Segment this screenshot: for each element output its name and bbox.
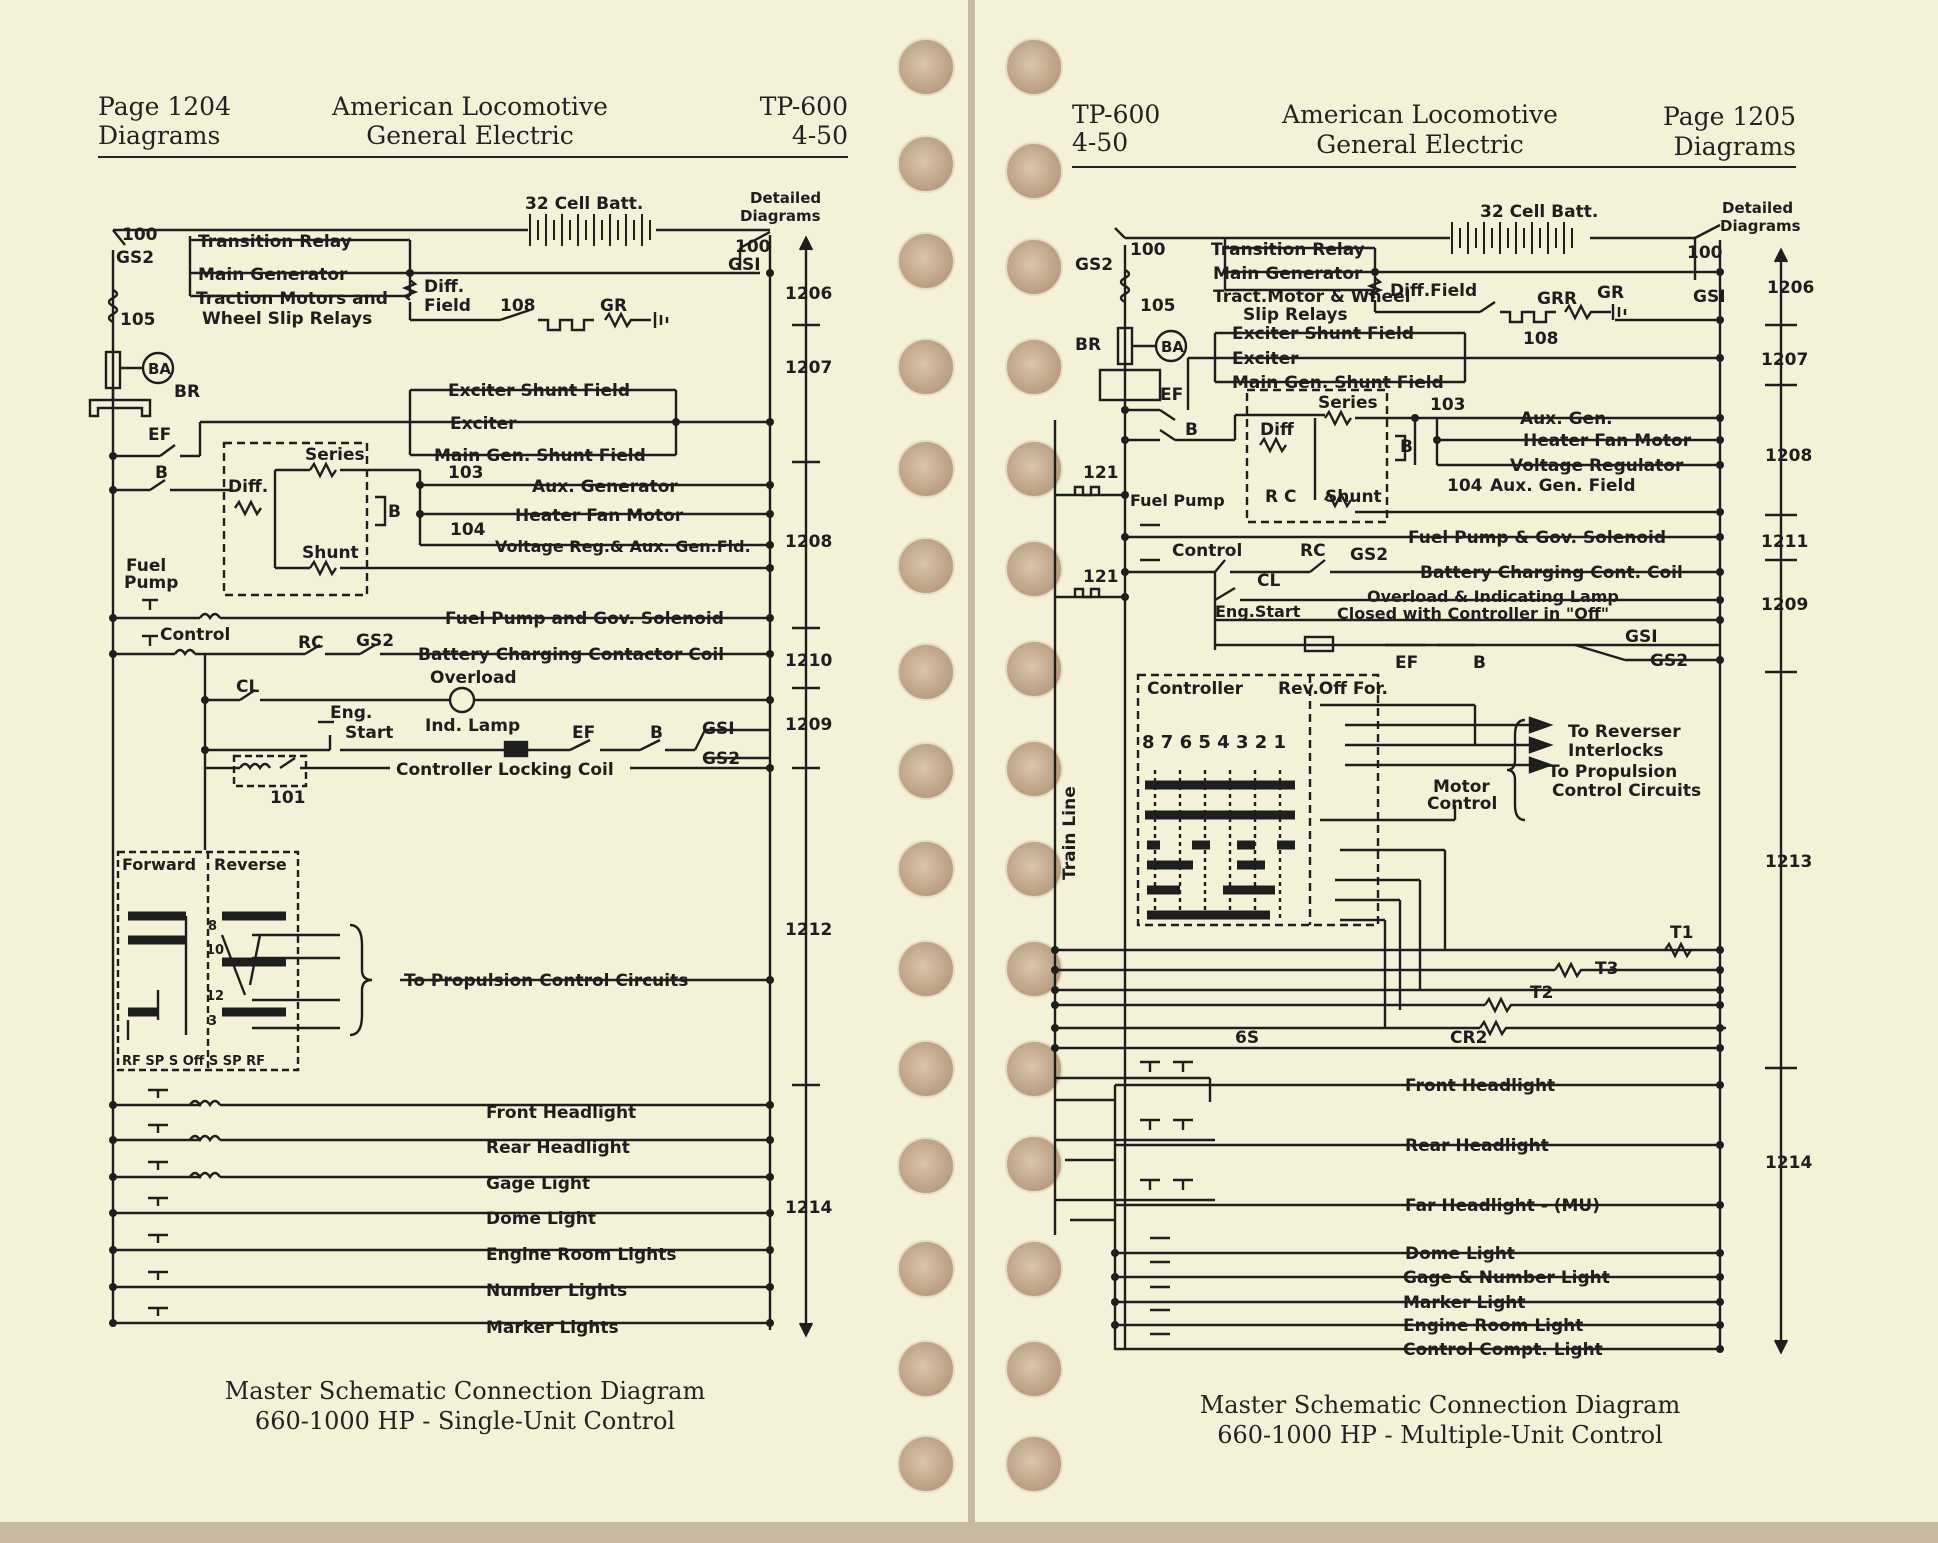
b-right: B bbox=[1185, 420, 1198, 440]
relay-100-label-right: 100 bbox=[735, 237, 771, 257]
wheel-slip-label: Wheel Slip Relays bbox=[202, 309, 373, 329]
publisher-line1-left: American Locomotive bbox=[332, 92, 608, 121]
diff-right: Diff bbox=[1260, 420, 1294, 440]
cl-label: CL bbox=[236, 677, 260, 697]
binding-hole bbox=[897, 1340, 955, 1398]
grr-right: GRR bbox=[1537, 289, 1578, 309]
rc-label: RC bbox=[298, 633, 324, 653]
series-right: Series bbox=[1318, 393, 1378, 413]
ef-label: EF bbox=[148, 425, 172, 445]
binding-hole bbox=[897, 1435, 955, 1493]
diff-field-label-1: Diff. bbox=[424, 277, 465, 297]
diff-label: Diff. bbox=[228, 477, 269, 497]
binding-hole bbox=[897, 232, 955, 290]
ref-1209-right: 1209 bbox=[1761, 595, 1809, 615]
main-generator-label: Main Generator bbox=[198, 265, 348, 285]
relay-100-label: 100 bbox=[122, 225, 158, 245]
ef-right-b: EF bbox=[1395, 653, 1419, 673]
rc-box-right: R C bbox=[1265, 487, 1297, 507]
marker-lights-label: Marker Lights bbox=[486, 1318, 619, 1338]
ef-lamp-label: EF bbox=[572, 723, 596, 743]
transition-relay-label: Transition Relay bbox=[198, 232, 352, 252]
to-propulsion-right-2: Control Circuits bbox=[1552, 781, 1702, 801]
voltage-regulator-right: Voltage Regulator bbox=[1510, 456, 1684, 476]
forward-label: Forward bbox=[122, 855, 197, 874]
binding-hole bbox=[897, 940, 955, 998]
b-box-right: B bbox=[1400, 437, 1413, 457]
series-label: Series bbox=[305, 445, 365, 465]
page-number-left: Page 1204 bbox=[98, 92, 231, 121]
rev-off-for-label: Rev.Off For. bbox=[1278, 679, 1388, 699]
heater-fan-label: Heater Fan Motor bbox=[515, 506, 684, 526]
trainline-121b: 121 bbox=[1083, 567, 1119, 587]
eng-start-label-1: Eng. bbox=[330, 703, 373, 723]
battery-charging-label: Battery Charging Contactor Coil bbox=[418, 645, 725, 665]
binding-hole bbox=[897, 440, 955, 498]
gs2-lamp-label: GS2 bbox=[702, 749, 741, 769]
left-page bbox=[0, 0, 968, 1522]
exciter-shunt-label: Exciter Shunt Field bbox=[448, 381, 631, 401]
ref-1208-right: 1208 bbox=[1765, 446, 1813, 466]
b-box-label: B bbox=[388, 502, 401, 522]
caption-right-line2: 660-1000 HP - Multiple-Unit Control bbox=[1217, 1421, 1663, 1449]
relay-104-right: 104 bbox=[1447, 476, 1483, 496]
train-line-label: Train Line bbox=[1060, 786, 1080, 880]
binding-hole bbox=[897, 338, 955, 396]
fuel-gov-right: Fuel Pump & Gov. Solenoid bbox=[1408, 528, 1667, 548]
voltage-reg-label: Voltage Reg.& Aux. Gen.Fld. bbox=[495, 537, 751, 556]
gr-right: GR bbox=[1597, 283, 1625, 303]
ba-right: BA bbox=[1161, 338, 1185, 356]
caption-left-line2: 660-1000 HP - Single-Unit Control bbox=[254, 1407, 676, 1435]
controller-notches-label: 8 7 6 5 4 3 2 1 bbox=[1142, 732, 1287, 753]
doc-id-left: TP-600 bbox=[759, 92, 848, 121]
ref-1214-left: 1214 bbox=[785, 1198, 833, 1218]
aux-gen-field-right: Aux. Gen. Field bbox=[1490, 476, 1636, 496]
eng-start-right: Eng.Start bbox=[1215, 602, 1301, 621]
dome-light-label: Dome Light bbox=[486, 1209, 597, 1229]
switch-gs1-label: GSI bbox=[728, 255, 761, 275]
control-right: Control bbox=[1172, 541, 1243, 561]
doc-id-right: TP-600 bbox=[1072, 100, 1161, 129]
b-label: B bbox=[155, 463, 168, 483]
traction-motors-label: Traction Motors and bbox=[196, 289, 388, 309]
ref-1214-right: 1214 bbox=[1765, 1153, 1813, 1173]
marker-light-right: Marker Light bbox=[1403, 1293, 1526, 1313]
binding-hole bbox=[897, 1240, 955, 1298]
switch-gs2-right: GS2 bbox=[1075, 255, 1114, 275]
binding-hole bbox=[897, 38, 955, 96]
ba-label: BA bbox=[148, 360, 172, 378]
t3-label: T3 bbox=[1595, 959, 1619, 979]
ref-1211-right: 1211 bbox=[1761, 532, 1809, 552]
diff-field-label-2: Field bbox=[424, 296, 471, 316]
detailed-diagrams-label-1: Detailed bbox=[750, 189, 822, 207]
motor-control-1: Motor bbox=[1433, 777, 1490, 797]
ref-1206-left: 1206 bbox=[785, 284, 833, 304]
control-compt-right: Control Compt. Light bbox=[1403, 1340, 1603, 1360]
to-propulsion-label: To Propulsion Control Circuits bbox=[404, 971, 689, 991]
rc-right: RC bbox=[1300, 541, 1326, 561]
coil-105-label: 105 bbox=[120, 310, 156, 330]
cl-right: CL bbox=[1257, 571, 1281, 591]
caption-left-line1: Master Schematic Connection Diagram bbox=[224, 1377, 706, 1405]
motor-control-2: Control bbox=[1427, 794, 1498, 814]
battery-label-right: 32 Cell Batt. bbox=[1480, 202, 1599, 222]
notch-10-label: 10 bbox=[206, 943, 225, 958]
reverse-label: Reverse bbox=[214, 855, 287, 874]
coil-105-right: 105 bbox=[1140, 296, 1176, 316]
controller-label: Controller bbox=[1147, 679, 1244, 699]
heater-fan-right: Heater Fan Motor bbox=[1523, 431, 1692, 451]
detailed-diagrams-right-1: Detailed bbox=[1722, 199, 1794, 217]
overload-label: Overload bbox=[430, 668, 517, 688]
shunt-label: Shunt bbox=[302, 543, 359, 563]
notch-12-label: 12 bbox=[206, 989, 225, 1004]
ref-1212-left: 1212 bbox=[785, 920, 833, 940]
fuel-gov-label: Fuel Pump and Gov. Solenoid bbox=[445, 609, 724, 629]
shunt-right: Shunt bbox=[1325, 487, 1382, 507]
main-gen-shunt-label: Main Gen. Shunt Field bbox=[434, 446, 646, 466]
fuel-pump-right: Fuel Pump bbox=[1130, 491, 1225, 510]
engine-room-right: Engine Room Light bbox=[1403, 1316, 1584, 1336]
battery-charging-right: Battery Charging Cont. Coil bbox=[1420, 563, 1683, 583]
binding-hole bbox=[897, 1137, 955, 1195]
battery-label: 32 Cell Batt. bbox=[525, 194, 644, 214]
ref-1213-right: 1213 bbox=[1765, 852, 1813, 872]
exciter-shunt-right: Exciter Shunt Field bbox=[1232, 324, 1415, 344]
ref-1209-left: 1209 bbox=[785, 715, 833, 735]
exciter-label: Exciter bbox=[450, 414, 517, 434]
aux-generator-label: Aux. Generator bbox=[532, 477, 678, 497]
detailed-diagrams-right-2: Diagrams bbox=[1720, 217, 1801, 235]
to-propulsion-right-1: To Propulsion bbox=[1548, 762, 1678, 782]
relay-103-label: 103 bbox=[448, 463, 484, 483]
gs2-right-c: GS2 bbox=[1650, 651, 1689, 671]
detailed-diagrams-label-2: Diagrams bbox=[740, 207, 821, 225]
gs2-rc-label: GS2 bbox=[356, 631, 395, 651]
contactor-108-right: 108 bbox=[1523, 329, 1559, 349]
t1-label: T1 bbox=[1670, 923, 1694, 943]
gage-light-label: Gage Light bbox=[486, 1174, 591, 1194]
number-lights-label: Number Lights bbox=[486, 1281, 628, 1301]
relay-101-label: 101 bbox=[270, 788, 306, 808]
to-reverser-1: To Reverser bbox=[1568, 722, 1681, 742]
fuel-pump-label-1: Fuel bbox=[126, 556, 167, 576]
b-right-b: B bbox=[1473, 653, 1486, 673]
schematic-single-unit bbox=[0, 0, 968, 1522]
notch-3-label: 3 bbox=[208, 1014, 218, 1029]
engine-room-label: Engine Room Lights bbox=[486, 1245, 677, 1265]
doc-date-right: 4-50 bbox=[1072, 128, 1129, 157]
ref-1210-left: 1210 bbox=[785, 651, 833, 671]
transition-relay-right: Transition Relay bbox=[1211, 240, 1365, 260]
ref-1206-right: 1206 bbox=[1767, 278, 1815, 298]
diff-field-right: Diff.Field bbox=[1390, 281, 1478, 301]
br-right: BR bbox=[1075, 335, 1102, 355]
locking-coil-label: Controller Locking Coil bbox=[396, 760, 614, 780]
binding-hole bbox=[897, 537, 955, 595]
ef-right: EF bbox=[1160, 385, 1184, 405]
publisher-line2-right: General Electric bbox=[1316, 130, 1524, 159]
switch-gs1-right: GSI bbox=[1693, 287, 1726, 307]
b-lamp-label: B bbox=[650, 723, 663, 743]
t2-label: T2 bbox=[1530, 983, 1554, 1003]
fuel-pump-label-2: Pump bbox=[124, 573, 179, 593]
dome-light-right: Dome Light bbox=[1405, 1244, 1516, 1264]
section-right: Diagrams bbox=[1673, 132, 1796, 161]
gs1-right-b: GSI bbox=[1625, 627, 1658, 647]
switch-gs2-label: GS2 bbox=[116, 248, 155, 268]
relay-103-right: 103 bbox=[1430, 395, 1466, 415]
gr-label: GR bbox=[600, 296, 628, 316]
relay-100-right-b: 100 bbox=[1687, 243, 1723, 263]
binding-hole bbox=[897, 643, 955, 701]
exciter-right: Exciter bbox=[1232, 349, 1299, 369]
6s-label: 6S bbox=[1235, 1028, 1260, 1048]
reverser-positions-label: RF SP S Off S SP RF bbox=[122, 1054, 266, 1069]
relay-100-right: 100 bbox=[1130, 240, 1166, 260]
gage-number-right: Gage & Number Light bbox=[1403, 1268, 1610, 1288]
cr2-label: CR2 bbox=[1450, 1028, 1488, 1048]
tract-motor-right: Tract.Motor & Wheel bbox=[1213, 287, 1411, 307]
publisher-line2-left: General Electric bbox=[366, 121, 574, 150]
trainline-121a: 121 bbox=[1083, 463, 1119, 483]
control-label: Control bbox=[160, 625, 231, 645]
ind-lamp-label: Ind. Lamp bbox=[425, 716, 521, 736]
gs2-rc-right: GS2 bbox=[1350, 545, 1389, 565]
binding-hole bbox=[897, 1040, 955, 1098]
rear-headlight-right: Rear Headlight bbox=[1405, 1136, 1549, 1156]
front-headlight-right: Front Headlight bbox=[1405, 1076, 1556, 1096]
ref-1207-left: 1207 bbox=[785, 358, 833, 378]
right-page bbox=[975, 0, 1938, 1522]
to-reverser-2: Interlocks bbox=[1568, 741, 1664, 761]
binding-hole bbox=[897, 135, 955, 193]
front-headlight-label: Front Headlight bbox=[486, 1103, 637, 1123]
main-gen-shunt-right: Main Gen. Shunt Field bbox=[1232, 373, 1444, 393]
ref-1207-right: 1207 bbox=[1761, 350, 1809, 370]
rear-headlight-label: Rear Headlight bbox=[486, 1138, 630, 1158]
gs1-lamp-label: GSI bbox=[702, 719, 735, 739]
caption-right-line1: Master Schematic Connection Diagram bbox=[1199, 1391, 1681, 1419]
main-generator-right: Main Generator bbox=[1213, 264, 1363, 284]
br-label: BR bbox=[174, 382, 201, 402]
far-headlight-right: Far Headlight - (MU) bbox=[1405, 1196, 1600, 1216]
aux-gen-right: Aux. Gen. bbox=[1520, 409, 1613, 429]
slip-relays-right: Slip Relays bbox=[1243, 305, 1348, 325]
publisher-line1-right: American Locomotive bbox=[1282, 100, 1558, 129]
binding-hole bbox=[897, 840, 955, 898]
eng-start-label-2: Start bbox=[345, 723, 394, 743]
notch-8-label: 8 bbox=[208, 919, 218, 934]
page-number-right: Page 1205 bbox=[1663, 102, 1796, 131]
ref-1208-left: 1208 bbox=[785, 532, 833, 552]
binding-hole bbox=[897, 742, 955, 800]
overload-right-1: Overload & Indicating Lamp bbox=[1367, 587, 1619, 606]
schematic-multiple-unit bbox=[975, 0, 1938, 1522]
contactor-108-label: 108 bbox=[500, 296, 536, 316]
overload-right-2: Closed with Controller in "Off" bbox=[1337, 604, 1610, 623]
section-left: Diagrams bbox=[98, 121, 221, 150]
relay-104-label: 104 bbox=[450, 520, 486, 540]
doc-date-left: 4-50 bbox=[791, 121, 848, 150]
